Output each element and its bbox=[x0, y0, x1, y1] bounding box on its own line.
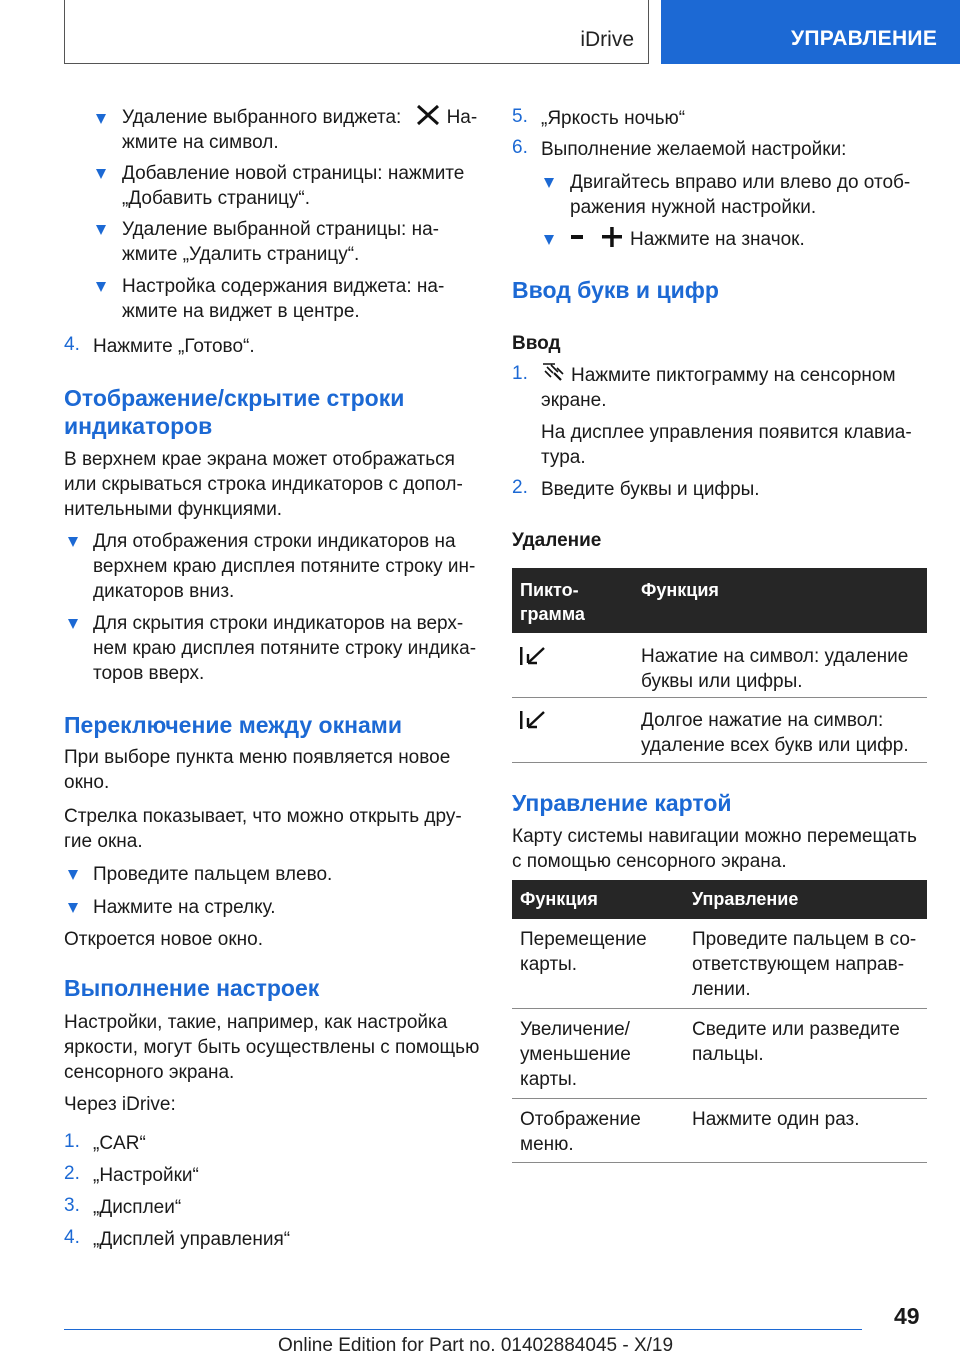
paragraph: Карту системы навигации можно перемещать с помощью сенсорного экрана. bbox=[512, 826, 917, 872]
table-header-cell: Функция bbox=[641, 580, 719, 600]
table-header-row bbox=[512, 568, 927, 633]
bullet-hide-status-bar: Для скрытия строки индикаторов на верх- нем краю дисплея потяните строку индика- торов вверх. bbox=[93, 613, 477, 684]
section-heading-map-control: Управление картой bbox=[512, 790, 732, 816]
paragraph: Настройки, такие, например, как настройка яркости, могут быть осуществлены с помощью сенсорного экрана. bbox=[64, 1012, 480, 1083]
bullet-text: Нажмите на значок. bbox=[630, 229, 805, 250]
bullet-triangle-icon bbox=[68, 903, 78, 913]
table-row-divider bbox=[512, 697, 927, 698]
table-cell: Нажатие на символ: удаление буквы или цифры. bbox=[641, 646, 909, 692]
step-text: Введите буквы и цифры. bbox=[541, 479, 760, 500]
footer-edition: Online Edition for Part no. 01402884045 - X/19 bbox=[278, 1335, 674, 1356]
keyboard-handwriting-icon bbox=[541, 361, 565, 383]
page-number: 49 bbox=[894, 1303, 920, 1329]
table-header-row bbox=[512, 880, 927, 919]
table-cell: Отображение меню. bbox=[520, 1109, 641, 1155]
backspace-icon bbox=[518, 645, 548, 667]
bullet-triangle-icon bbox=[96, 169, 106, 179]
step-number: 4. bbox=[64, 1227, 80, 1248]
step-text: „CAR“ bbox=[93, 1133, 146, 1154]
table-cell: Увеличение/ уменьшение карты. bbox=[520, 1019, 631, 1090]
step-text: „Дисплей управления“ bbox=[93, 1229, 291, 1250]
bullet-triangle-icon bbox=[96, 282, 106, 292]
heading-line: Отображение/скрытие строки bbox=[64, 385, 405, 411]
step-text: Выполнение желаемой настройки: bbox=[541, 139, 847, 160]
bullet-text: Добавление новой страницы: нажмите bbox=[122, 163, 465, 184]
step-number: 3. bbox=[64, 1195, 80, 1216]
table-row-divider bbox=[512, 762, 927, 763]
paragraph: При выборе пункта меню появляется новое окно. bbox=[64, 747, 451, 793]
bullet-text: жмите на символ. bbox=[122, 132, 279, 153]
bullet-tap-arrow: Нажмите на стрелку. bbox=[93, 897, 276, 918]
bullet-text: жмите на виджет в центре. bbox=[122, 301, 360, 322]
table-row-divider bbox=[512, 1008, 927, 1009]
table-cell: Проведите пальцем в со- ответствующем направ- лении. bbox=[692, 929, 917, 1000]
step-text: экране. bbox=[541, 390, 607, 411]
footer-divider bbox=[64, 1329, 862, 1330]
bullet-triangle-icon bbox=[68, 870, 78, 880]
paragraph: Откроется новое окно. bbox=[64, 929, 263, 950]
table-row-divider bbox=[512, 1098, 927, 1099]
bullet-text: жмите „Удалить страницу“. bbox=[122, 244, 360, 265]
step-text: „Дисплеи“ bbox=[93, 1197, 182, 1218]
header-section-label: iDrive bbox=[580, 28, 634, 51]
header-section-box bbox=[64, 0, 649, 64]
subheading-input: Ввод bbox=[512, 333, 561, 354]
table-cell: Сведите или разведите пальцы. bbox=[692, 1019, 900, 1065]
minus-plus-icons bbox=[568, 226, 624, 248]
table-cell: Перемещение карты. bbox=[520, 929, 647, 975]
step-number: 2. bbox=[64, 1163, 80, 1184]
bullet-triangle-icon bbox=[544, 235, 554, 245]
bullet-triangle-icon bbox=[96, 114, 106, 124]
step-number: 1. bbox=[512, 363, 528, 384]
section-heading-switch-windows: Переключение между окнами bbox=[64, 712, 402, 738]
paragraph: Стрелка показывает, что можно открыть дру- гие окна. bbox=[64, 806, 462, 852]
table-cell: Долгое нажатие на символ: удаление всех букв или цифр. bbox=[641, 710, 909, 756]
table-header-cell: Управление bbox=[692, 889, 799, 909]
section-heading-settings: Выполнение настроек bbox=[64, 975, 320, 1001]
bullet-text: На- bbox=[446, 107, 478, 128]
bullet-show-status-bar: Для отображения строки индикаторов на верхнем краю дисплея потяните строку ин- дикаторов вниз. bbox=[93, 531, 476, 602]
subheading-delete: Удаление bbox=[512, 530, 602, 551]
bullet-move-slider: Двигайтесь вправо или влево до отоб- ражения нужной настройки. bbox=[570, 172, 911, 218]
bullet-delete-page bbox=[122, 217, 439, 267]
paragraph: В верхнем крае экрана может отображаться или скрываться строка индикаторов с допол- нительными функциями. bbox=[64, 449, 463, 520]
bullet-triangle-icon bbox=[68, 537, 78, 547]
header-chapter-label: УПРАВЛЕНИЕ bbox=[791, 27, 938, 50]
heading-line: индикаторов bbox=[64, 413, 213, 439]
bullet-triangle-icon bbox=[68, 619, 78, 629]
step-text: „Яркость ночью“ bbox=[541, 108, 686, 129]
bullet-delete-widget bbox=[122, 104, 477, 155]
bullet-swipe-left: Проведите пальцем влево. bbox=[93, 864, 333, 885]
step-number: 4. bbox=[64, 334, 80, 355]
backspace-icon bbox=[518, 709, 548, 731]
bullet-add-page bbox=[122, 161, 464, 211]
step-number: 2. bbox=[512, 477, 528, 498]
step-number: 1. bbox=[64, 1131, 80, 1152]
table-cell: Нажмите один раз. bbox=[692, 1109, 860, 1130]
section-heading-status-bar bbox=[64, 384, 404, 440]
table-row-divider bbox=[512, 1162, 927, 1163]
bullet-text: Удаление выбранной страницы: на- bbox=[122, 219, 439, 240]
bullet-triangle-icon bbox=[96, 225, 106, 235]
close-x-icon bbox=[415, 104, 441, 126]
header-chapter-tab[interactable] bbox=[661, 0, 960, 64]
step-note: На дисплее управления появится клавиа- тура. bbox=[541, 422, 912, 468]
bullet-triangle-icon bbox=[544, 178, 554, 188]
step-text: „Настройки“ bbox=[93, 1165, 199, 1186]
table-header-cell: Функция bbox=[520, 889, 598, 909]
table-header-cell: Пикто- грамма bbox=[520, 580, 585, 624]
step-number: 6. bbox=[512, 137, 528, 158]
step-number: 5. bbox=[512, 106, 528, 127]
bullet-text: Настройка содержания виджета: на- bbox=[122, 276, 445, 297]
bullet-widget-content bbox=[122, 274, 444, 324]
step-text: Нажмите пиктограмму на сенсорном bbox=[571, 365, 896, 386]
paragraph: Через iDrive: bbox=[64, 1094, 176, 1115]
section-heading-text-input: Ввод букв и цифр bbox=[512, 277, 719, 303]
bullet-text: „Добавить страницу“. bbox=[122, 188, 311, 209]
step-text: Нажмите „Готово“. bbox=[93, 336, 255, 357]
bullet-text: Удаление выбранного виджета: bbox=[122, 107, 402, 128]
